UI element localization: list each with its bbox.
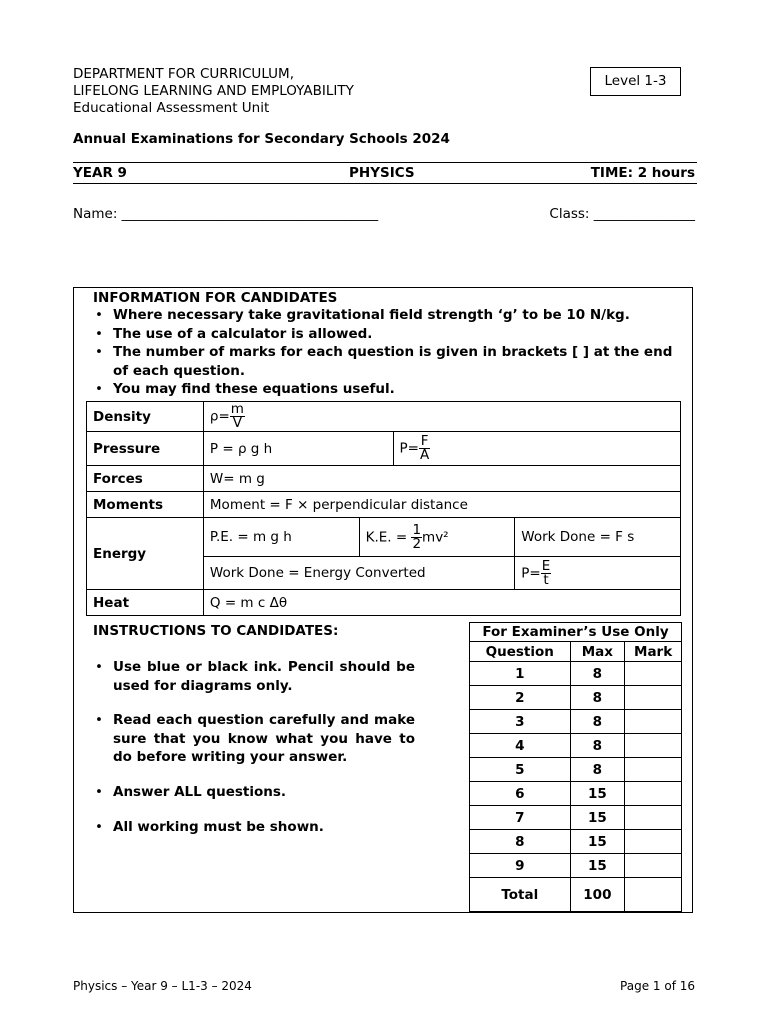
examiner-marks-table <box>469 622 682 912</box>
table-row: 1 8 <box>470 662 682 686</box>
info-item: • You may find these equations useful. <box>95 381 395 398</box>
divider-top <box>73 162 697 163</box>
fraction: $\frac{E}{t}$ <box>541 557 551 588</box>
equation-label: Density <box>87 402 204 432</box>
instruction-item: • Use blue or black ink. Pencil should be used for diagrams only. <box>95 659 415 694</box>
level-badge: Level 1-3 <box>590 67 681 96</box>
equation-density: ρ= $\frac{m}{V}$ <box>203 402 680 432</box>
col-max: Max <box>570 642 625 662</box>
instructions-heading: INSTRUCTIONS TO CANDIDATES: <box>93 623 339 639</box>
mark-cell[interactable] <box>625 662 682 686</box>
instruction-item: • Answer ALL questions. <box>95 783 287 800</box>
year-label: YEAR 9 <box>73 165 127 181</box>
table-row: 8 15 <box>470 830 682 854</box>
equation-label: Energy <box>87 518 204 590</box>
equation-row-moments <box>87 492 681 518</box>
table-row: 6 15 <box>470 782 682 806</box>
info-item: • The number of marks for each question is given in brackets [ ] at the end of each question. <box>95 344 673 379</box>
fraction: $\frac{F}{A}$ <box>419 433 430 463</box>
equation-work-energy: Work Done = Energy Converted <box>203 557 514 590</box>
equation-pe: P.E. = m g h <box>203 518 359 557</box>
equation-row-forces <box>87 466 681 492</box>
info-list <box>93 306 683 399</box>
instruction-item: • All working must be shown. <box>95 818 324 835</box>
equation-ke: K.E. = $\frac{1}{2}$ mv² <box>359 518 515 557</box>
bullet-icon: • <box>95 659 103 675</box>
equation-pressure-depth: P = ρ g h <box>203 432 393 466</box>
equations-table <box>86 401 681 616</box>
mark-cell[interactable] <box>625 686 682 710</box>
bullet-icon: • <box>95 818 103 835</box>
equation-weight: W= m g <box>203 466 680 492</box>
fraction: $\frac{1}{2}$ <box>412 521 422 552</box>
mark-cell[interactable] <box>625 758 682 782</box>
mark-cell[interactable] <box>625 830 682 854</box>
bullet-icon: • <box>95 712 103 729</box>
equation-row-pressure <box>87 432 681 466</box>
class-field[interactable]: Class: _______________ <box>549 206 695 222</box>
examiner-header-row <box>470 642 682 662</box>
equation-label: Heat <box>87 590 204 616</box>
name-field[interactable]: Name: ______________________________________ <box>73 206 379 222</box>
table-row: 4 8 <box>470 734 682 758</box>
department-line-3: Educational Assessment Unit <box>73 100 270 116</box>
equation-pressure-area: P= $\frac{F}{A}$ <box>393 432 680 466</box>
info-item: • Where necessary take gravitational field strength ‘g’ to be 10 N/kg. <box>95 307 630 323</box>
table-row: 5 8 <box>470 758 682 782</box>
table-row: 7 15 <box>470 806 682 830</box>
bullet-icon: • <box>95 344 103 361</box>
equation-label: Pressure <box>87 432 204 466</box>
instructions-list <box>93 658 415 852</box>
equation-row-heat <box>87 590 681 616</box>
mark-cell[interactable] <box>625 710 682 734</box>
info-item: • The use of a calculator is allowed. <box>95 325 373 342</box>
footer-left: Physics – Year 9 – L1-3 – 2024 <box>73 979 252 993</box>
examiner-title-row <box>470 623 682 642</box>
bullet-icon: • <box>95 307 103 323</box>
equation-power: P= $\frac{E}{t}$ <box>515 557 681 590</box>
page-number: Page 1 of 16 <box>620 979 695 993</box>
time-label: TIME: 2 hours <box>590 165 695 181</box>
equation-work: Work Done = F s <box>515 518 681 557</box>
equation-heat: Q = m c Δθ <box>203 590 680 616</box>
exam-title: Annual Examinations for Secondary Schools 2024 <box>73 131 450 147</box>
bullet-icon: • <box>95 783 103 800</box>
fraction: $\frac{m}{V}$ <box>230 401 244 431</box>
info-heading: INFORMATION FOR CANDIDATES <box>93 290 338 306</box>
instruction-item: • Read each question carefully and make sure that you know what you have to do before writing your answer. <box>95 712 415 766</box>
equation-label: Forces <box>87 466 204 492</box>
col-question: Question <box>470 642 571 662</box>
table-row: 9 15 <box>470 854 682 878</box>
equation-label: Moments <box>87 492 204 518</box>
divider-bottom <box>73 183 697 184</box>
table-row: 2 8 <box>470 686 682 710</box>
subject-label: PHYSICS <box>349 165 415 181</box>
mark-cell[interactable] <box>625 854 682 878</box>
total-label: Total <box>470 878 571 912</box>
total-max: 100 <box>570 878 625 912</box>
bullet-icon: • <box>95 381 103 398</box>
col-mark: Mark <box>625 642 682 662</box>
mark-cell[interactable] <box>625 782 682 806</box>
equation-row-energy <box>87 518 681 557</box>
examiner-title: For Examiner’s Use Only <box>470 623 682 642</box>
department-line-1: DEPARTMENT FOR CURRICULUM, <box>73 66 294 82</box>
department-line-2: LIFELONG LEARNING AND EMPLOYABILITY <box>73 83 354 99</box>
bullet-icon: • <box>95 325 103 342</box>
total-row <box>470 878 682 912</box>
mark-cell[interactable] <box>625 734 682 758</box>
table-row: 3 8 <box>470 710 682 734</box>
total-mark-cell[interactable] <box>625 878 682 912</box>
equation-row-density <box>87 402 681 432</box>
department-header <box>73 66 354 117</box>
equation-moment: Moment = F × perpendicular distance <box>203 492 680 518</box>
mark-cell[interactable] <box>625 806 682 830</box>
